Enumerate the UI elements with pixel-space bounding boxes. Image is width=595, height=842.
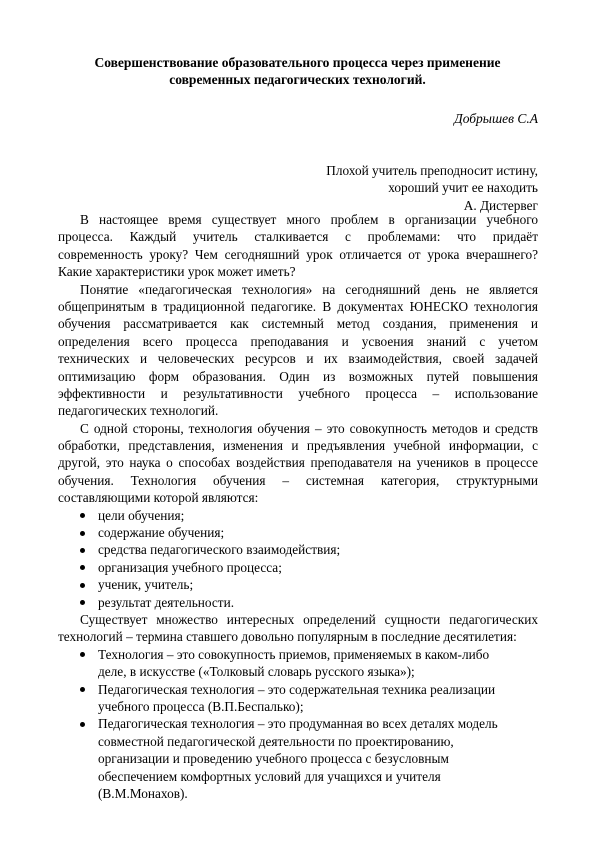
list-item-text: учебного процесса (В.П.Беспалько); [98, 698, 304, 714]
list-item-text: содержание обучения; [98, 525, 225, 541]
paragraph-line: обучения рассматривается как системный метод создания, применения и [58, 316, 538, 332]
paragraph-line: современность уроку? Чем сегодняшний урок отличается от урока вчерашнего? [58, 246, 538, 262]
title-line-1: Совершенствование образовательного процесса через применение [94, 55, 501, 70]
bullet-icon [80, 565, 85, 570]
list-item-text: Педагогическая технология – это содержательная техника реализации [98, 681, 496, 697]
bullet-icon [80, 531, 85, 536]
list-item-text: (В.М.Монахов). [98, 785, 188, 801]
document-title [60, 55, 535, 88]
bullet-icon [80, 548, 85, 553]
epigraph-line-1: Плохой учитель преподносит истину, [326, 163, 538, 178]
epigraph [326, 162, 538, 214]
bullet-icon [80, 583, 85, 588]
paragraph-line: общепринятым в традиционной педагогике. В документах ЮНЕСКО технология [58, 298, 538, 314]
list-item [58, 646, 538, 681]
paragraph-line: С одной стороны, технология обучения – это совокупность методов и средств [80, 420, 538, 436]
paragraph-line: определения всего процесса преподавания и усвоения знаний с учетом [58, 333, 538, 349]
paragraph-line: составляющими которой являются: [58, 490, 259, 506]
paragraph-line: Существует множество интересных определений сущности педагогических [80, 611, 538, 627]
list-item [58, 715, 538, 802]
list-item [58, 594, 538, 611]
bullet-icon [80, 600, 85, 605]
list-item-text: организации и проведению учебного процесса с безусловным [98, 751, 449, 767]
epigraph-line-2: хороший учит ее находить [388, 180, 538, 196]
list-item [58, 524, 538, 541]
list-item-text: средства педагогического взаимодействия; [98, 542, 341, 558]
list-item-text: Педагогическая технология – это продуманная во всех деталях модель [98, 716, 498, 732]
paragraph-definitions-intro [58, 611, 538, 646]
bullet-icon [80, 652, 85, 657]
paragraph-intro [58, 211, 538, 281]
paragraph-concept [58, 281, 538, 420]
paragraph-line: оптимизацию форм образования. Один из возможных путей повышения [58, 368, 538, 384]
definitions-list [58, 646, 538, 803]
components-list [58, 507, 538, 611]
paragraph-line: технологий – термина ставшего довольно популярным в последние десятилетия: [58, 629, 517, 645]
paragraph-line: процесса. Каждый учитель сталкивается с проблемами: что придаёт [58, 229, 538, 245]
bullet-icon [80, 513, 85, 518]
list-item-text: деле, в искусстве («Толковый словарь русского языка»); [98, 664, 415, 680]
paragraph-line: Какие характеристики урок может иметь? [58, 264, 296, 280]
paragraph-line: обучения. Технология обучения – системная категория, структурными [58, 472, 538, 488]
paragraph-line: Понятие «педагогическая технология» на сегодняшний день не является [80, 281, 538, 297]
list-item-text: цели обучения; [98, 507, 185, 523]
paragraph-line: технических и человеческих ресурсов и их взаимодействия, своей задачей [58, 351, 538, 367]
paragraph-line: обработки, представления, изменения и предъявления учебной информации, с [58, 438, 538, 454]
epigraph-attribution: А. Дистервег [463, 197, 538, 213]
document-body [58, 211, 538, 802]
list-item-text: совместной педагогической деятельности по проектированию, [98, 733, 454, 749]
list-item [58, 576, 538, 593]
list-item [58, 559, 538, 576]
list-item-text: Технология – это совокупность приемов, применяемых в каком-либо [98, 646, 490, 662]
bullet-icon [80, 687, 85, 692]
list-item-text: обеспечением комфортных условий для учащихся и учителя [98, 768, 441, 784]
author-name: Добрышев С.А [454, 111, 538, 126]
list-item [58, 507, 538, 524]
paragraph-line: В настоящее время существует много проблем в организации учебного [80, 212, 538, 227]
list-item [58, 681, 538, 716]
title-line-2: современных педагогических технологий. [169, 71, 426, 87]
paragraph-definition [58, 420, 538, 507]
list-item-text: результат деятельности. [98, 594, 235, 610]
paragraph-line: другой, это наука о способах воздействия преподавателя на учеников в процессе [58, 455, 538, 471]
paragraph-line: педагогических технологий. [58, 403, 219, 419]
paragraph-line: эффективности и результативности учебного процесса – использование [58, 385, 538, 401]
bullet-icon [80, 722, 85, 727]
list-item-text: организация учебного процесса; [98, 559, 282, 575]
list-item [58, 541, 538, 558]
list-item-text: ученик, учитель; [98, 577, 194, 593]
